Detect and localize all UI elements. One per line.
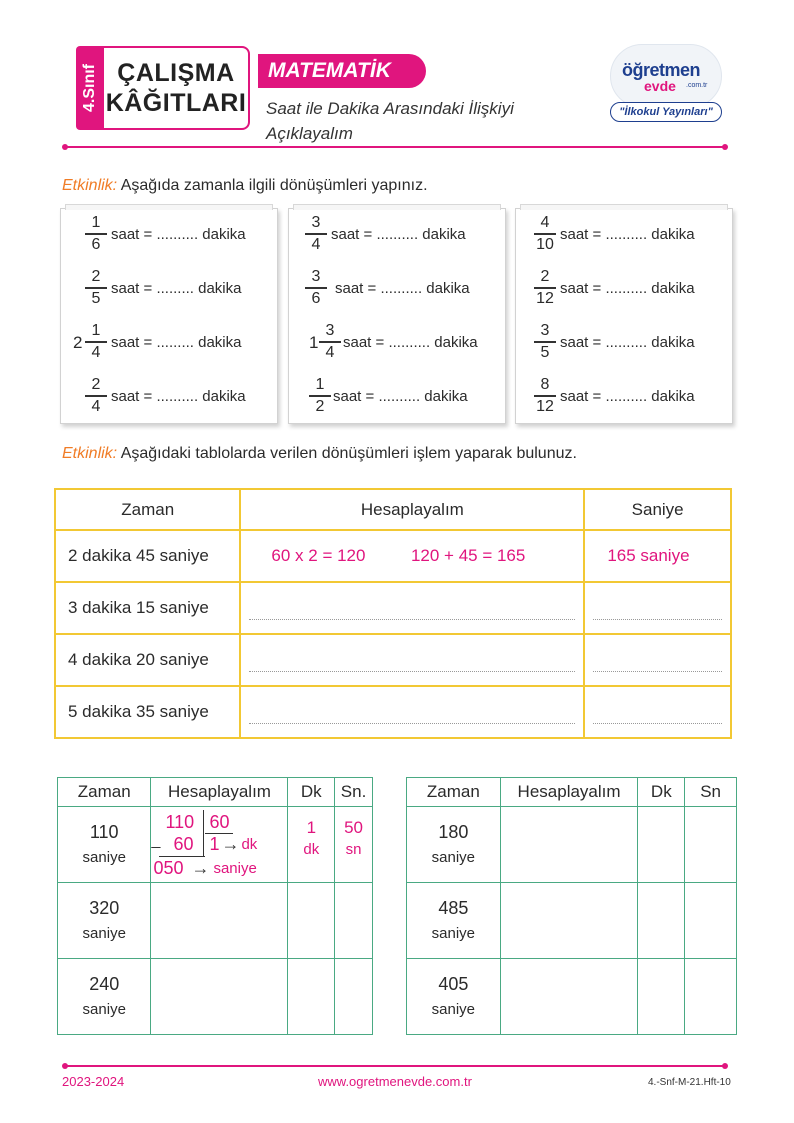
conversion-row [61,375,279,419]
table-header-row [58,778,373,807]
numerator: 3 [540,322,550,339]
calc-step-2: 120 + 45 = 165 [410,546,526,565]
sn-answer-field[interactable] [685,883,737,959]
numerator: 2 [91,268,101,285]
dotted-line [249,671,575,672]
divisor: 60 [209,811,230,832]
activity-2-heading [62,445,577,463]
zaman-cell: 3 dakika 15 saniye [55,582,240,634]
dk-answer-field[interactable] [638,807,685,883]
conversion-row [61,267,279,311]
conversion-text: saat = .......... dakika [111,388,246,405]
calc-answer-field[interactable] [500,959,638,1035]
rule-dot-right [722,144,728,150]
header-zaman: Zaman [407,778,501,807]
dotted-line [593,723,722,724]
calc-answer-field[interactable] [240,582,584,634]
denominator: 5 [540,343,550,361]
calc-answer-field[interactable] [240,686,584,738]
subtraction-line [159,856,205,857]
header-dk: Dk [638,778,685,807]
logo-domain: .com.tr [686,82,708,89]
table-header-row [55,489,731,530]
numerator: 1 [91,322,101,339]
fraction [305,213,327,255]
header-rule [66,146,724,148]
conversion-text: saat = .......... dakika [560,226,695,243]
zaman-cell [407,959,501,1035]
topic-line-2: Açıklayalım [266,124,353,143]
conversion-text: saat = .......... dakika [560,388,695,405]
fraction [85,267,107,309]
subject-pill: MATEMATİK [258,54,426,88]
dk-unit: dk [303,841,320,858]
denominator: 12 [536,289,554,307]
activity-1-heading [62,177,428,195]
dividend: 110 [165,811,195,832]
denominator: 6 [91,235,101,253]
sn-answer-field[interactable] [335,959,373,1035]
fraction [534,213,556,255]
dk-answer-field[interactable] [288,883,335,959]
dotted-line [593,671,722,672]
header-hesaplayalim: Hesaplayalım [240,489,584,530]
minus-sign: _ [151,831,161,849]
numerator: 2 [540,268,550,285]
conversion-text: saat = ......... dakika [111,280,242,297]
table-row [55,582,731,634]
numerator: 3 [311,268,321,285]
division-table-right [406,777,737,1035]
calc-cell [151,807,288,883]
table-header-row [407,778,737,807]
zaman-cell [58,807,151,883]
conversion-row [289,321,507,365]
calc-answer-field[interactable] [500,883,638,959]
calc-answer-field[interactable] [151,959,288,1035]
fraction [85,213,107,255]
division-table-left [57,777,373,1035]
quotient: 1 [209,833,220,854]
table-row-example [55,530,731,582]
saniye-cell: 165 saniye [584,530,731,582]
denominator: 10 [536,235,554,253]
numerator: 1 [315,376,325,393]
conversion-text: saat = .......... dakika [560,280,695,297]
dk-answer-field[interactable] [288,959,335,1035]
conversion-card-3 [515,208,733,424]
seconds-value: 240 [89,973,120,994]
seconds-unit: saniye [431,924,476,942]
conversion-text: saat = .......... dakika [560,334,695,351]
subtracted-value: 60 [173,833,194,854]
footer-year: 2023-2024 [62,1074,125,1089]
sn-answer-field[interactable] [685,959,737,1035]
sn-value: 50 [344,818,364,837]
seconds-value: 485 [438,897,469,918]
conversion-text: saat = .......... dakika [335,280,470,297]
calc-step-1: 60 x 2 = 120 [271,546,366,565]
fraction [534,375,556,417]
topic [266,96,586,146]
fraction [85,321,107,363]
activity-2-label: Etkinlik: [62,445,118,462]
sn-cell [335,807,373,883]
arrow-icon: → [191,857,210,878]
footer-site[interactable]: www.ogretmenevde.com.tr [318,1074,472,1089]
whole-number: 1 [309,333,319,352]
table-row [407,883,737,959]
conversion-card-1 [60,208,278,424]
long-division [151,810,287,880]
zaman-cell [58,883,151,959]
conversion-row [61,321,279,365]
conversion-row [289,375,507,419]
seconds-unit: saniye [431,1000,476,1018]
numerator: 3 [325,322,335,339]
table-row [407,959,737,1035]
publisher-logo [604,42,728,126]
whole-number: 2 [73,333,83,352]
conversion-text: saat = .......... dakika [331,226,466,243]
rule-dot-right [722,1063,728,1069]
fraction [534,321,556,363]
dk-cell [288,807,335,883]
seconds-unit: saniye [431,848,476,866]
dk-answer-field[interactable] [638,959,685,1035]
logo-banner: "İlkokul Yayınları" [610,102,722,122]
denominator: 5 [91,289,101,307]
header-dk: Dk [288,778,335,807]
logo-brand-bottom: evde [644,78,676,94]
grade-tab [76,46,104,130]
division-bracket [203,810,204,856]
fraction [305,267,327,309]
conversion-text: saat = .......... dakika [333,388,468,405]
conversion-row [61,213,279,257]
numerator: 4 [540,214,550,231]
fraction [534,267,556,309]
activity-1-label: Etkinlik: [62,177,118,194]
footer-code: 4.-Snf-M-21.Hft-10 [648,1077,731,1088]
activity-2-instruction: Aşağıdaki tablolarda verilen dönüşümleri işlem yaparak bulunuz. [120,445,577,462]
sn-answer-field[interactable] [335,883,373,959]
denominator: 4 [91,343,101,361]
zaman-cell: 4 dakika 20 saniye [55,634,240,686]
topic-line-1: Saat ile Dakika Arasındaki İlişkiyi [266,99,514,118]
seconds-unit: saniye [82,848,126,866]
zaman-cell [407,883,501,959]
conversion-text: saat = .......... dakika [111,226,246,243]
numerator: 3 [311,214,321,231]
seconds-value: 180 [438,821,469,842]
sn-answer-field[interactable] [685,807,737,883]
footer-rule [66,1065,724,1067]
title-box [102,46,250,130]
fraction [319,321,341,363]
saniye-answer-field[interactable] [584,634,731,686]
seconds-value: 320 [89,897,120,918]
conversion-row [516,267,734,311]
table-row [58,883,373,959]
table-row [55,686,731,738]
calc-answer-field[interactable] [240,634,584,686]
denominator: 4 [311,235,321,253]
conversion-card-2 [288,208,506,424]
saniye-answer-field[interactable] [584,582,731,634]
denominator: 12 [536,397,554,415]
conversion-row [289,267,507,311]
table-row [58,959,373,1035]
dk-answer-field[interactable] [638,883,685,959]
denominator: 4 [91,397,101,415]
zaman-cell [58,959,151,1035]
calc-cell [240,530,584,582]
conversion-row [289,213,507,257]
zaman-cell: 5 dakika 35 saniye [55,686,240,738]
dotted-line [593,619,722,620]
calc-answer-field[interactable] [151,883,288,959]
calc-answer-field[interactable] [500,807,638,883]
conversion-text: saat = ......... dakika [111,334,242,351]
denominator: 6 [311,289,321,307]
seconds-value: 405 [438,973,469,994]
header-sn: Sn [685,778,737,807]
header-zaman: Zaman [55,489,240,530]
seconds-unit: saniye [82,924,126,942]
table-row-example [58,807,373,883]
conversion-text: saat = .......... dakika [343,334,478,351]
quotient-label: dk [241,835,258,853]
seconds-unit: saniye [82,1000,126,1018]
numerator: 2 [91,376,101,393]
dotted-line [249,723,575,724]
table-row [55,634,731,686]
numerator: 1 [91,214,101,231]
saniye-answer-field[interactable] [584,686,731,738]
seconds-value: 110 [89,821,119,842]
table-row [407,807,737,883]
sn-unit: sn [345,841,362,858]
header-sn: Sn. [335,778,373,807]
conversion-row [516,321,734,365]
grade-label: 4.Sınıf [81,63,98,113]
header-saniye: Saniye [584,489,731,530]
title-line-1: ÇALIŞMA [117,59,235,87]
title-line-2: KÂĞITLARI [105,89,247,117]
logo-brand-top: öğretmen [622,60,701,80]
dk-value: 1 [306,818,317,837]
dotted-line [249,619,575,620]
denominator: 4 [325,343,335,361]
denominator: 2 [315,397,325,415]
activity-1-instruction: Aşağıda zamanla ilgili dönüşümleri yapınız. [120,177,428,194]
conversion-row [516,213,734,257]
conversion-table [54,488,732,739]
fraction [85,375,107,417]
arrow-icon: → [221,833,240,854]
header-zaman: Zaman [58,778,151,807]
conversion-row [516,375,734,419]
header-hesaplayalim: Hesaplayalım [500,778,638,807]
remainder-label: saniye [213,859,257,877]
zaman-cell [407,807,501,883]
numerator: 8 [540,376,550,393]
header-hesaplayalim: Hesaplayalım [151,778,288,807]
zaman-cell: 2 dakika 45 saniye [55,530,240,582]
fraction [309,375,331,417]
remainder: 050 [153,857,184,878]
